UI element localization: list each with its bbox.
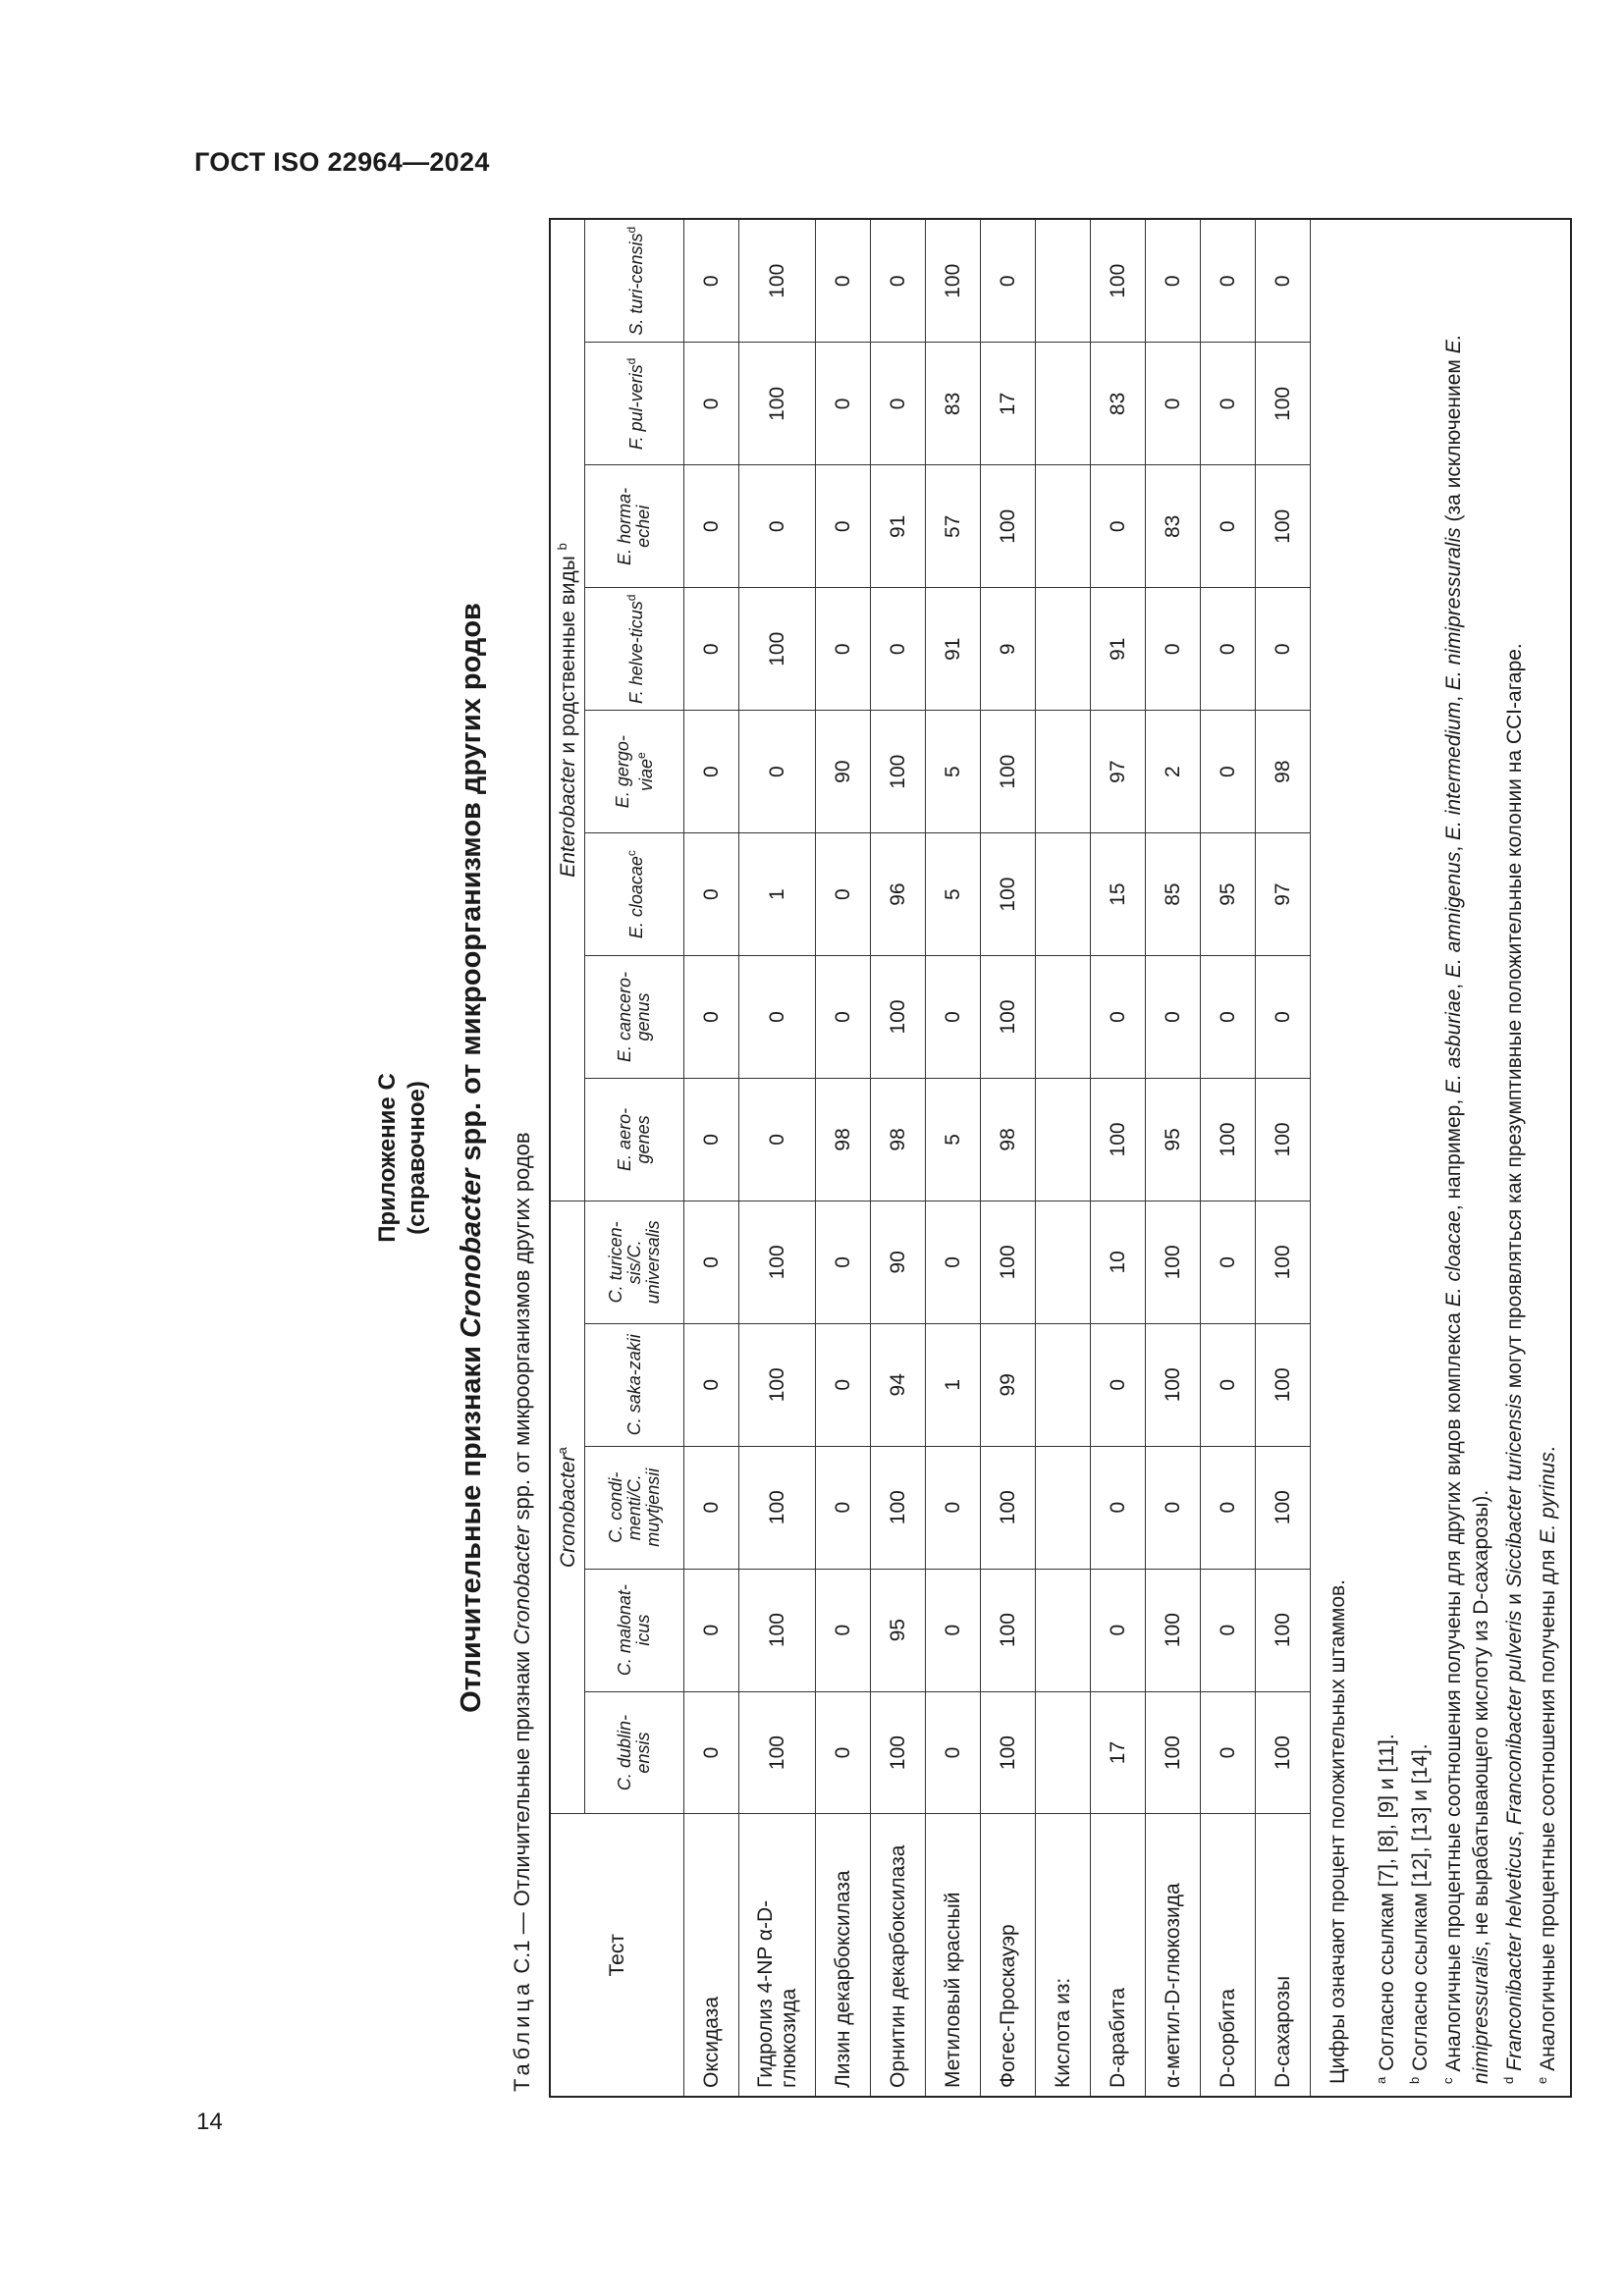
value-cell: 0 (1146, 343, 1201, 465)
value-cell: 0 (1256, 588, 1311, 711)
value-cell: 100 (739, 588, 816, 711)
value-cell: 100 (1091, 1078, 1146, 1201)
group-cronobacter-note: a (555, 1447, 569, 1455)
column-header-name: F. helve-ticus (626, 601, 646, 704)
value-cell: 100 (1146, 1691, 1201, 1814)
value-cell: 100 (739, 1569, 816, 1691)
fn-d-5: Siccibacter turicensis (1503, 1394, 1526, 1588)
value-cell: 0 (739, 465, 816, 588)
table-row (926, 220, 981, 2096)
value-cell (1036, 1446, 1091, 1569)
page-number: 14 (196, 2109, 223, 2135)
value-cell: 0 (1091, 1569, 1146, 1691)
fn-e-2: E. pyrinus (1537, 1452, 1559, 1544)
value-cell: 83 (1146, 465, 1201, 588)
table-row (871, 220, 926, 2096)
fn-d-4: и (1503, 1587, 1526, 1611)
value-cell: 0 (684, 1569, 739, 1691)
footnote-a-text: Согласно ссылкам [7], [8], [9] и [11]. (1376, 1734, 1398, 2071)
value-cell: 0 (1256, 220, 1311, 343)
value-cell: 100 (1146, 1201, 1201, 1323)
test-name: D-арабита (1091, 1814, 1146, 2096)
caption-post: spp. от микроорганизмов других родов (510, 1132, 534, 1526)
value-cell: 95 (871, 1569, 926, 1691)
value-cell (1036, 588, 1091, 711)
value-cell: 98 (816, 1078, 871, 1201)
annex-heading-genus: Cronobacter (456, 1168, 487, 1339)
fn-c-1: Аналогичные процентные соотношения получены для других видов комплекса (1442, 1307, 1465, 2072)
value-cell (1036, 956, 1091, 1079)
test-name: Гидролиз 4-NP α-D-глюкозида (739, 1814, 816, 2096)
value-cell: 100 (871, 1446, 926, 1569)
value-cell: 0 (1091, 465, 1146, 588)
value-cell: 0 (926, 1569, 981, 1691)
fn-c-9: , (1442, 690, 1465, 702)
value-cell: 91 (871, 465, 926, 588)
value-cell: 0 (871, 220, 926, 343)
value-cell: 0 (1146, 588, 1201, 711)
value-cell: 0 (816, 588, 871, 711)
table-row (816, 220, 871, 2096)
value-cell: 1 (739, 833, 816, 956)
column-header (585, 343, 684, 465)
value-cell (1036, 465, 1091, 588)
value-cell: 0 (1201, 956, 1256, 1079)
value-cell: 0 (1146, 220, 1201, 343)
column-header-note: d (624, 226, 638, 234)
value-cell: 0 (1201, 711, 1256, 833)
footnote-b: $^b$ Согласно ссылкам [12], [13] и [14]. (1407, 1743, 1432, 2084)
value-cell: 0 (871, 343, 926, 465)
column-header-name: C. malonat-icus (615, 1584, 653, 1677)
table-body (684, 220, 1311, 2096)
column-header (585, 1201, 684, 1323)
value-cell (1036, 1323, 1091, 1446)
fn-e-3: . (1537, 1446, 1559, 1453)
value-cell: 9 (981, 588, 1036, 711)
value-cell (1036, 1078, 1091, 1201)
group-entero-label: Enterobacter (557, 759, 579, 878)
value-cell: 0 (926, 956, 981, 1079)
value-cell: 0 (684, 833, 739, 956)
value-cell: 0 (926, 1691, 981, 1814)
value-cell: 100 (1256, 1569, 1311, 1691)
value-cell: 100 (739, 1446, 816, 1569)
value-cell: 83 (926, 343, 981, 465)
value-cell: 100 (981, 1201, 1036, 1323)
rotated-content (373, 218, 1624, 2098)
value-cell: 100 (1256, 1691, 1311, 1814)
test-name: α-метил-D-глюкозида (1146, 1814, 1201, 2096)
test-name: Фогес-Проскауэр (981, 1814, 1036, 2096)
fn-c-4: E. asburiae (1442, 988, 1465, 1094)
value-cell: 0 (1091, 1323, 1146, 1446)
value-cell: 100 (1256, 343, 1311, 465)
value-cell: 100 (871, 711, 926, 833)
annex-heading-pre: Отличительные признаки (456, 1338, 487, 1713)
column-header (585, 1446, 684, 1569)
test-name: Кислота из: (1036, 1814, 1091, 2096)
caption-number: С.1 — (510, 1906, 534, 1974)
column-header (585, 1569, 684, 1691)
value-cell: 100 (871, 1691, 926, 1814)
test-name: Орнитин декарбоксилаза (871, 1814, 926, 2096)
footnote-d: $^d$ Franconibacter helveticus, Franconibacter pulveris и Siccibacter turicensis могут проявляться как презумптивные положительные колонии на CCI-агаре. (1501, 643, 1526, 2084)
table-row (1201, 220, 1256, 2096)
table-row (739, 220, 816, 2096)
column-header-note: e (633, 752, 648, 759)
value-cell: 0 (1091, 1446, 1146, 1569)
value-cell: 0 (816, 465, 871, 588)
value-cell: 100 (1091, 220, 1146, 343)
value-cell: 100 (981, 833, 1036, 956)
column-header-name: E. cancero-genus (615, 971, 653, 1063)
value-cell: 0 (1201, 1446, 1256, 1569)
value-cell: 0 (816, 1691, 871, 1814)
group-header-cronobacter (551, 1201, 585, 1814)
value-cell: 100 (981, 711, 1036, 833)
value-cell: 0 (684, 343, 739, 465)
value-cell: 0 (1146, 956, 1201, 1079)
column-header-name: E. aero-genes (615, 1107, 653, 1171)
fn-c-6: E. amnigenus (1442, 851, 1465, 979)
fn-d-6: могут проявляться как презумптивные положительные колонии на CCI-агаре. (1503, 643, 1526, 1395)
value-cell: 100 (981, 1446, 1036, 1569)
value-cell: 95 (1201, 833, 1256, 956)
value-cell (1036, 1201, 1091, 1323)
value-cell: 100 (1256, 1446, 1311, 1569)
column-header-name: E. horma-echei (615, 487, 653, 565)
value-cell: 95 (1146, 1078, 1201, 1201)
value-cell: 5 (926, 833, 981, 956)
column-header-name: S. turi-censis (626, 233, 646, 336)
value-cell: 98 (981, 1078, 1036, 1201)
value-cell: 0 (1201, 1569, 1256, 1691)
value-cell: 0 (1201, 220, 1256, 343)
value-cell: 100 (981, 1569, 1036, 1691)
footnote-e: $^e$ Аналогичные процентные соотношения получены для E. pyrinus. (1535, 1446, 1559, 2084)
column-header-name: C. dublin-ensis (615, 1715, 653, 1791)
value-cell: 0 (684, 1691, 739, 1814)
value-cell: 91 (1091, 588, 1146, 711)
value-cell: 0 (816, 1201, 871, 1323)
value-cell: 0 (684, 956, 739, 1079)
value-cell: 100 (739, 1691, 816, 1814)
value-cell: 0 (1201, 1323, 1256, 1446)
table-row (684, 220, 739, 2096)
test-name: Лизин декарбоксилаза (816, 1814, 871, 2096)
annex-heading (456, 218, 488, 2098)
value-cell: 97 (1091, 711, 1146, 833)
column-header (585, 220, 684, 343)
value-cell: 5 (926, 711, 981, 833)
caption-genus: Cronobacter (510, 1525, 534, 1645)
test-name: D-сахарозы (1256, 1814, 1311, 2096)
value-cell: 100 (1146, 1569, 1201, 1691)
group-cronobacter-label: Cronobacter (557, 1454, 579, 1569)
value-cell: 0 (816, 956, 871, 1079)
fn-d-1: Franconibacter helveticus (1503, 1836, 1526, 2071)
value-cell: 0 (816, 1323, 871, 1446)
value-cell: 0 (816, 1446, 871, 1569)
test-name: D-сорбита (1201, 1814, 1256, 2096)
column-header (585, 1078, 684, 1201)
value-cell: 100 (1256, 1078, 1311, 1201)
table-caption (510, 218, 535, 2092)
value-cell: 0 (1201, 343, 1256, 465)
value-cell: 2 (1146, 711, 1201, 833)
fn-c-3: , например, (1442, 1093, 1465, 1211)
table-notes (1311, 220, 1570, 2096)
column-header-name: E. cloacae (626, 856, 646, 939)
value-cell: 85 (1146, 833, 1201, 956)
value-cell: 100 (739, 1201, 816, 1323)
annex-header (373, 218, 432, 2098)
value-cell: 100 (1256, 1201, 1311, 1323)
table-row (1091, 220, 1146, 2096)
fn-c-10: E. nimipressuralis (1442, 527, 1465, 691)
column-header-name: F. pul-veris (626, 364, 646, 451)
value-cell: 90 (816, 711, 871, 833)
table-row (1256, 220, 1311, 2096)
annex-status: (справочное) (404, 1081, 430, 1235)
fn-c-12: E. nimipressuralis (1442, 334, 1492, 2084)
table-row (981, 220, 1036, 2096)
value-cell: 91 (926, 588, 981, 711)
value-cell: 0 (816, 343, 871, 465)
standard-number: ГОСТ ISO 22964—2024 (194, 147, 490, 177)
test-name: Метиловый красный (926, 1814, 981, 2096)
value-cell (1036, 1691, 1091, 1814)
note-lead: Цифры означают процент положительных штаммов. (1326, 1579, 1349, 2084)
value-cell: 97 (1256, 833, 1311, 956)
value-cell: 99 (981, 1323, 1036, 1446)
value-cell: 5 (926, 1078, 981, 1201)
value-cell: 17 (1091, 1691, 1146, 1814)
column-header (585, 588, 684, 711)
value-cell: 100 (1256, 1323, 1311, 1446)
value-cell: 94 (871, 1323, 926, 1446)
value-cell: 0 (684, 588, 739, 711)
value-cell (1036, 343, 1091, 465)
test-name: Оксидаза (684, 1814, 739, 2096)
value-cell: 0 (739, 711, 816, 833)
value-cell: 0 (739, 956, 816, 1079)
fn-c-13: , не вырабатывающего кислоту из D-сахарозы). (1470, 1489, 1492, 1947)
value-cell: 17 (981, 343, 1036, 465)
value-cell: 0 (684, 1446, 739, 1569)
caption-label: Таблица (510, 1979, 534, 2092)
group-entero-post: и родственные виды (557, 550, 579, 760)
value-cell: 0 (871, 588, 926, 711)
column-header (585, 1323, 684, 1446)
footnote-c: $^c$ Аналогичные процентные соотношения получены для других видов комплекса E. cloacae, например, E. asburiae, E. amnigenus, E. intermedium, E. nimipressuralis (за исключением E. nimipressuralis, не вырабатывающего кислоту из D-сахарозы). (1440, 334, 1492, 2084)
column-header-name: C. saka-zakii (623, 1334, 644, 1436)
value-cell: 96 (871, 833, 926, 956)
value-cell: 0 (684, 465, 739, 588)
table-row (1036, 220, 1091, 2096)
value-cell: 10 (1091, 1201, 1146, 1323)
value-cell: 100 (981, 956, 1036, 1079)
value-cell: 100 (739, 220, 816, 343)
fn-c-11: (за исключением (1442, 353, 1465, 528)
value-cell: 83 (1091, 343, 1146, 465)
fn-d-2: , (1503, 1824, 1526, 1837)
fn-c-8: E. intermedium (1442, 701, 1465, 840)
value-cell: 100 (1201, 1078, 1256, 1201)
value-cell (1036, 1569, 1091, 1691)
value-cell (1036, 711, 1091, 833)
value-cell: 1 (926, 1323, 981, 1446)
column-header (585, 956, 684, 1079)
value-cell: 100 (981, 1691, 1036, 1814)
value-cell: 0 (1201, 1201, 1256, 1323)
value-cell: 0 (684, 1078, 739, 1201)
fn-d-3: Franconibacter pulveris (1503, 1610, 1526, 1825)
column-header-name: C. turicen-sis/C. universalis (605, 1220, 663, 1305)
value-cell: 90 (871, 1201, 926, 1323)
table-row (1146, 220, 1201, 2096)
value-cell (1036, 833, 1091, 956)
value-cell: 0 (1201, 1691, 1256, 1814)
column-header (585, 711, 684, 833)
column-header (585, 465, 684, 588)
value-cell: 0 (926, 1201, 981, 1323)
value-cell: 0 (684, 220, 739, 343)
column-header-note: d (624, 357, 638, 365)
value-cell: 0 (816, 1569, 871, 1691)
value-cell: 0 (1201, 588, 1256, 711)
value-cell: 100 (926, 220, 981, 343)
value-cell: 100 (1256, 465, 1311, 588)
footnote-a: $^a$ Согласно ссылкам [7], [8], [9] и [11]. (1374, 1734, 1398, 2084)
table-frame (549, 218, 1572, 2098)
value-cell: 100 (871, 956, 926, 1079)
value-cell (1036, 220, 1091, 343)
value-cell: 0 (816, 833, 871, 956)
value-cell: 100 (981, 465, 1036, 588)
value-cell: 0 (981, 220, 1036, 343)
column-header-note: d (624, 594, 638, 602)
footnote-b-text: Согласно ссылкам [12], [13] и [14]. (1409, 1743, 1432, 2071)
column-header-note: c (624, 850, 638, 857)
test-header: Тест (551, 1814, 684, 2096)
value-cell: 57 (926, 465, 981, 588)
group-header-enterobacter (551, 220, 585, 1201)
value-cell: 0 (1146, 1446, 1201, 1569)
fn-c-5: , (1442, 978, 1465, 989)
annex-title: Приложение С (374, 1073, 401, 1243)
fn-c-2: E. cloacae (1442, 1210, 1465, 1308)
value-cell: 0 (684, 1201, 739, 1323)
group-entero-note: b (555, 543, 569, 551)
value-cell: 98 (871, 1078, 926, 1201)
value-cell: 0 (684, 711, 739, 833)
value-cell: 0 (684, 1323, 739, 1446)
value-cell: 0 (739, 1078, 816, 1201)
value-cell: 100 (739, 343, 816, 465)
data-table (551, 220, 1311, 2096)
value-cell: 0 (1091, 956, 1146, 1079)
value-cell: 100 (739, 1323, 816, 1446)
fn-e-1: Аналогичные процентные соотношения получены для (1537, 1543, 1559, 2071)
column-header-name: C. condi-menti/C. muytjensii (605, 1468, 663, 1547)
annex-heading-post: spp. от микроорганизмов других родов (456, 603, 487, 1169)
value-cell: 100 (1146, 1323, 1201, 1446)
value-cell: 15 (1091, 833, 1146, 956)
caption-pre: Отличительные признаки (510, 1644, 534, 1907)
fn-c-7: , (1442, 839, 1465, 852)
value-cell: 0 (926, 1446, 981, 1569)
column-header (585, 1691, 684, 1814)
column-header (585, 833, 684, 956)
column-header-name: E. gergo-viae (612, 735, 656, 809)
value-cell: 0 (1201, 465, 1256, 588)
value-cell: 0 (1256, 956, 1311, 1079)
value-cell: 98 (1256, 711, 1311, 833)
value-cell: 0 (816, 220, 871, 343)
